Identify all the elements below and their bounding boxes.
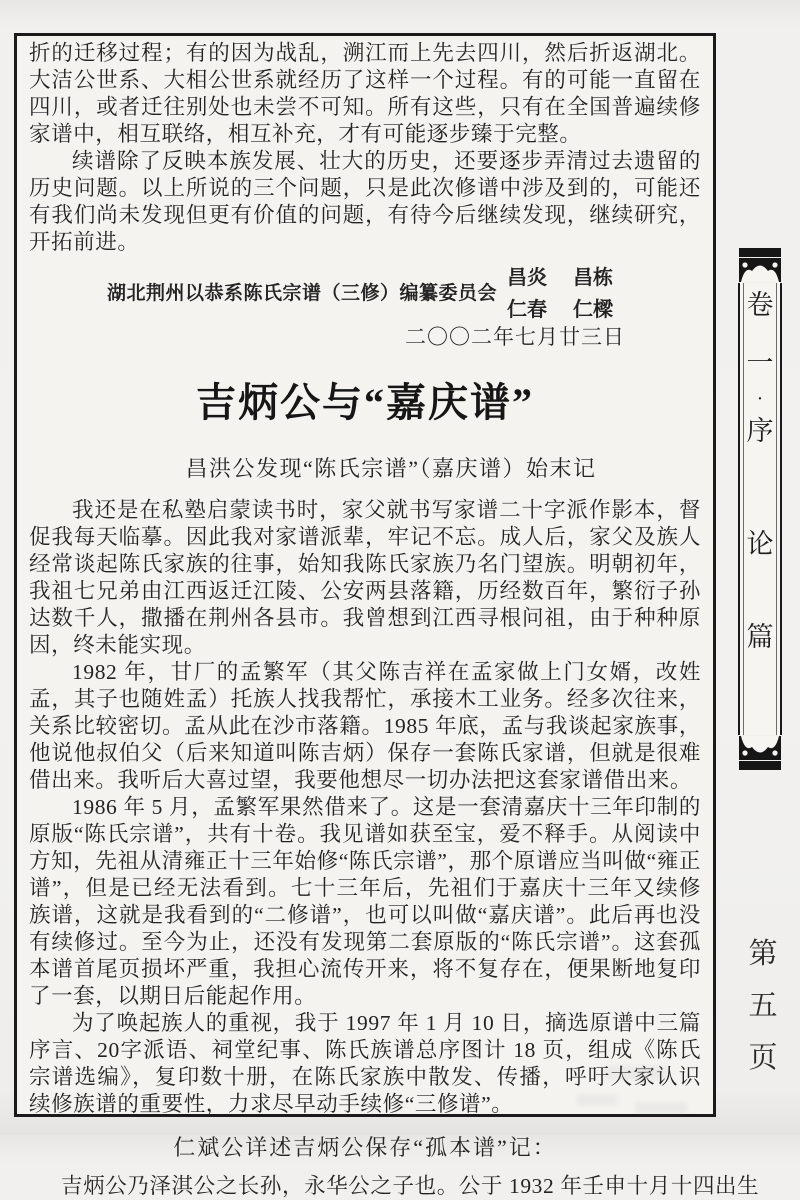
tab-body (738, 283, 782, 735)
volume-char: 卷 (746, 290, 774, 320)
signature-date: 二〇〇二年七月廿三日 (405, 325, 625, 349)
article-title: 吉炳公与“嘉庆谱” (196, 380, 534, 425)
tab-bottom-bar (739, 761, 781, 770)
closing-line: 吉炳公乃泽淇公之长孙，永华公之子也。公于 1932 年壬申十月十四出生 (61, 1174, 760, 1198)
page-number-char: 五 (748, 990, 778, 1022)
volume-char: 篇 (746, 622, 774, 652)
article-paragraph-1: 我还是在私塾启蒙读书时，家父就书写家谱二十字派作影本，督促我每天临摹。因此我对家谱派辈，牢记不忘。成人后，家父及族人经常谈起陈氏家族的往事，始知我陈氏家族乃名门望族。明朝初年，我祖七兄弟由江西返迁江陵、公安两县落籍，历经数百年，繁衍子孙达数千人，撒播在荆州各县市。我曾想到江西寻根问祖，由于种种原因，终未能实现。 (29, 498, 701, 657)
committee-name: 昌炎 (507, 267, 548, 289)
tab-top-bar (739, 248, 781, 257)
committee-line: 湖北荆州以恭系陈氏宗谱（三修）编纂委员会 (107, 283, 498, 304)
article-paragraph-2: 1982 年，甘厂的孟繁军（其父陈吉祥在孟家做上门女婿，改姓孟，其子也随姓孟）托族人找我帮忙，承接木工业务。经多次往来，关系比较密切。孟从此在沙市落籍。1985 年底，孟与我谈起家族事，他说他叔伯父（后来知道叫陈吉炳）保存一套陈氏家谱，但就是很难借出来。我听后大喜过望，我要他想尽一切办法把这套家谱借出来。 (29, 660, 701, 792)
volume-tab (738, 248, 782, 770)
committee-name: 仁樑 (573, 299, 614, 321)
page-number (745, 938, 781, 1074)
committee-names (507, 261, 613, 322)
committee-name: 仁春 (507, 299, 548, 321)
tab-top-ornament (738, 258, 782, 282)
volume-char: 论 (746, 529, 774, 559)
tab-bottom-ornament (738, 736, 782, 760)
volume-char: 序 (746, 416, 774, 446)
signature-block (29, 261, 701, 322)
page-number-char: 第 (748, 938, 778, 970)
volume-char: 一 (746, 348, 774, 378)
article-paragraph-3: 1986 年 5 月，孟繁军果然借来了。这是一套清嘉庆十三年印制的原版“陈氏宗谱”，共有十卷。我见谱如获至宝，爱不释手。从阅读中方知，先祖从清雍正十三年始修“陈氏宗谱”，那个原谱应当叫做“雍正谱”，但是已经无法看到。七十三年后，先祖们于嘉庆十三年又续修族谱，这就是我看到的“二修谱”，也可以叫做“嘉庆谱”。此后再也没有续修过。至今为止，还没有发现第二套原版的“陈氏宗谱”。这套孤本谱首尾页损坏严重，我担心流传开来，将不复存在，便果断地复印了一套，以期日后能起作用。 (29, 795, 701, 1008)
committee-name: 昌栋 (573, 267, 614, 289)
page-frame (14, 33, 760, 1198)
article-paragraph-4: 为了唤起族人的重视，我于 1997 年 1 月 10 日，摘选原谱中三篇序言、20字派语、祠堂纪事、陈氏族谱总序图计 18 页，组成《陈氏宗谱选编》，复印数十册，在陈氏家族中散发、传播，呼吁大家认识续修族谱的重要性，力求尽早动手续修“三修谱”。 (29, 1011, 701, 1116)
section-note: 仁斌公详述吉炳公保存“孤本谱”记： (173, 1135, 557, 1160)
volume-char: · (756, 388, 764, 410)
intro-paragraph-continuation: 折的迁移过程；有的因为战乱，溯江而上先去四川，然后折返湖北。大洁公世系、大相公世系就经历了这样一个过程。有的可能一直留在四川，或者迁往别处也未尝不可知。所有这些，只有在全国普遍续修家谱中，相互联络，相互补充，才有可能逐步臻于完整。 (29, 41, 701, 146)
page-number-char: 页 (748, 1042, 778, 1074)
intro-paragraph-2: 续谱除了反映本族发展、壮大的历史，还要逐步弄清过去遗留的历史问题。以上所说的三个问题，只是此次修谱中涉及到的，可能还有我们尚未发现但更有价值的问题，有待今后继续发现，继续研究，开拓前进。 (29, 149, 701, 254)
article-subtitle: 昌洪公发现“陈氏宗谱”（嘉庆谱）始末记 (185, 456, 597, 481)
